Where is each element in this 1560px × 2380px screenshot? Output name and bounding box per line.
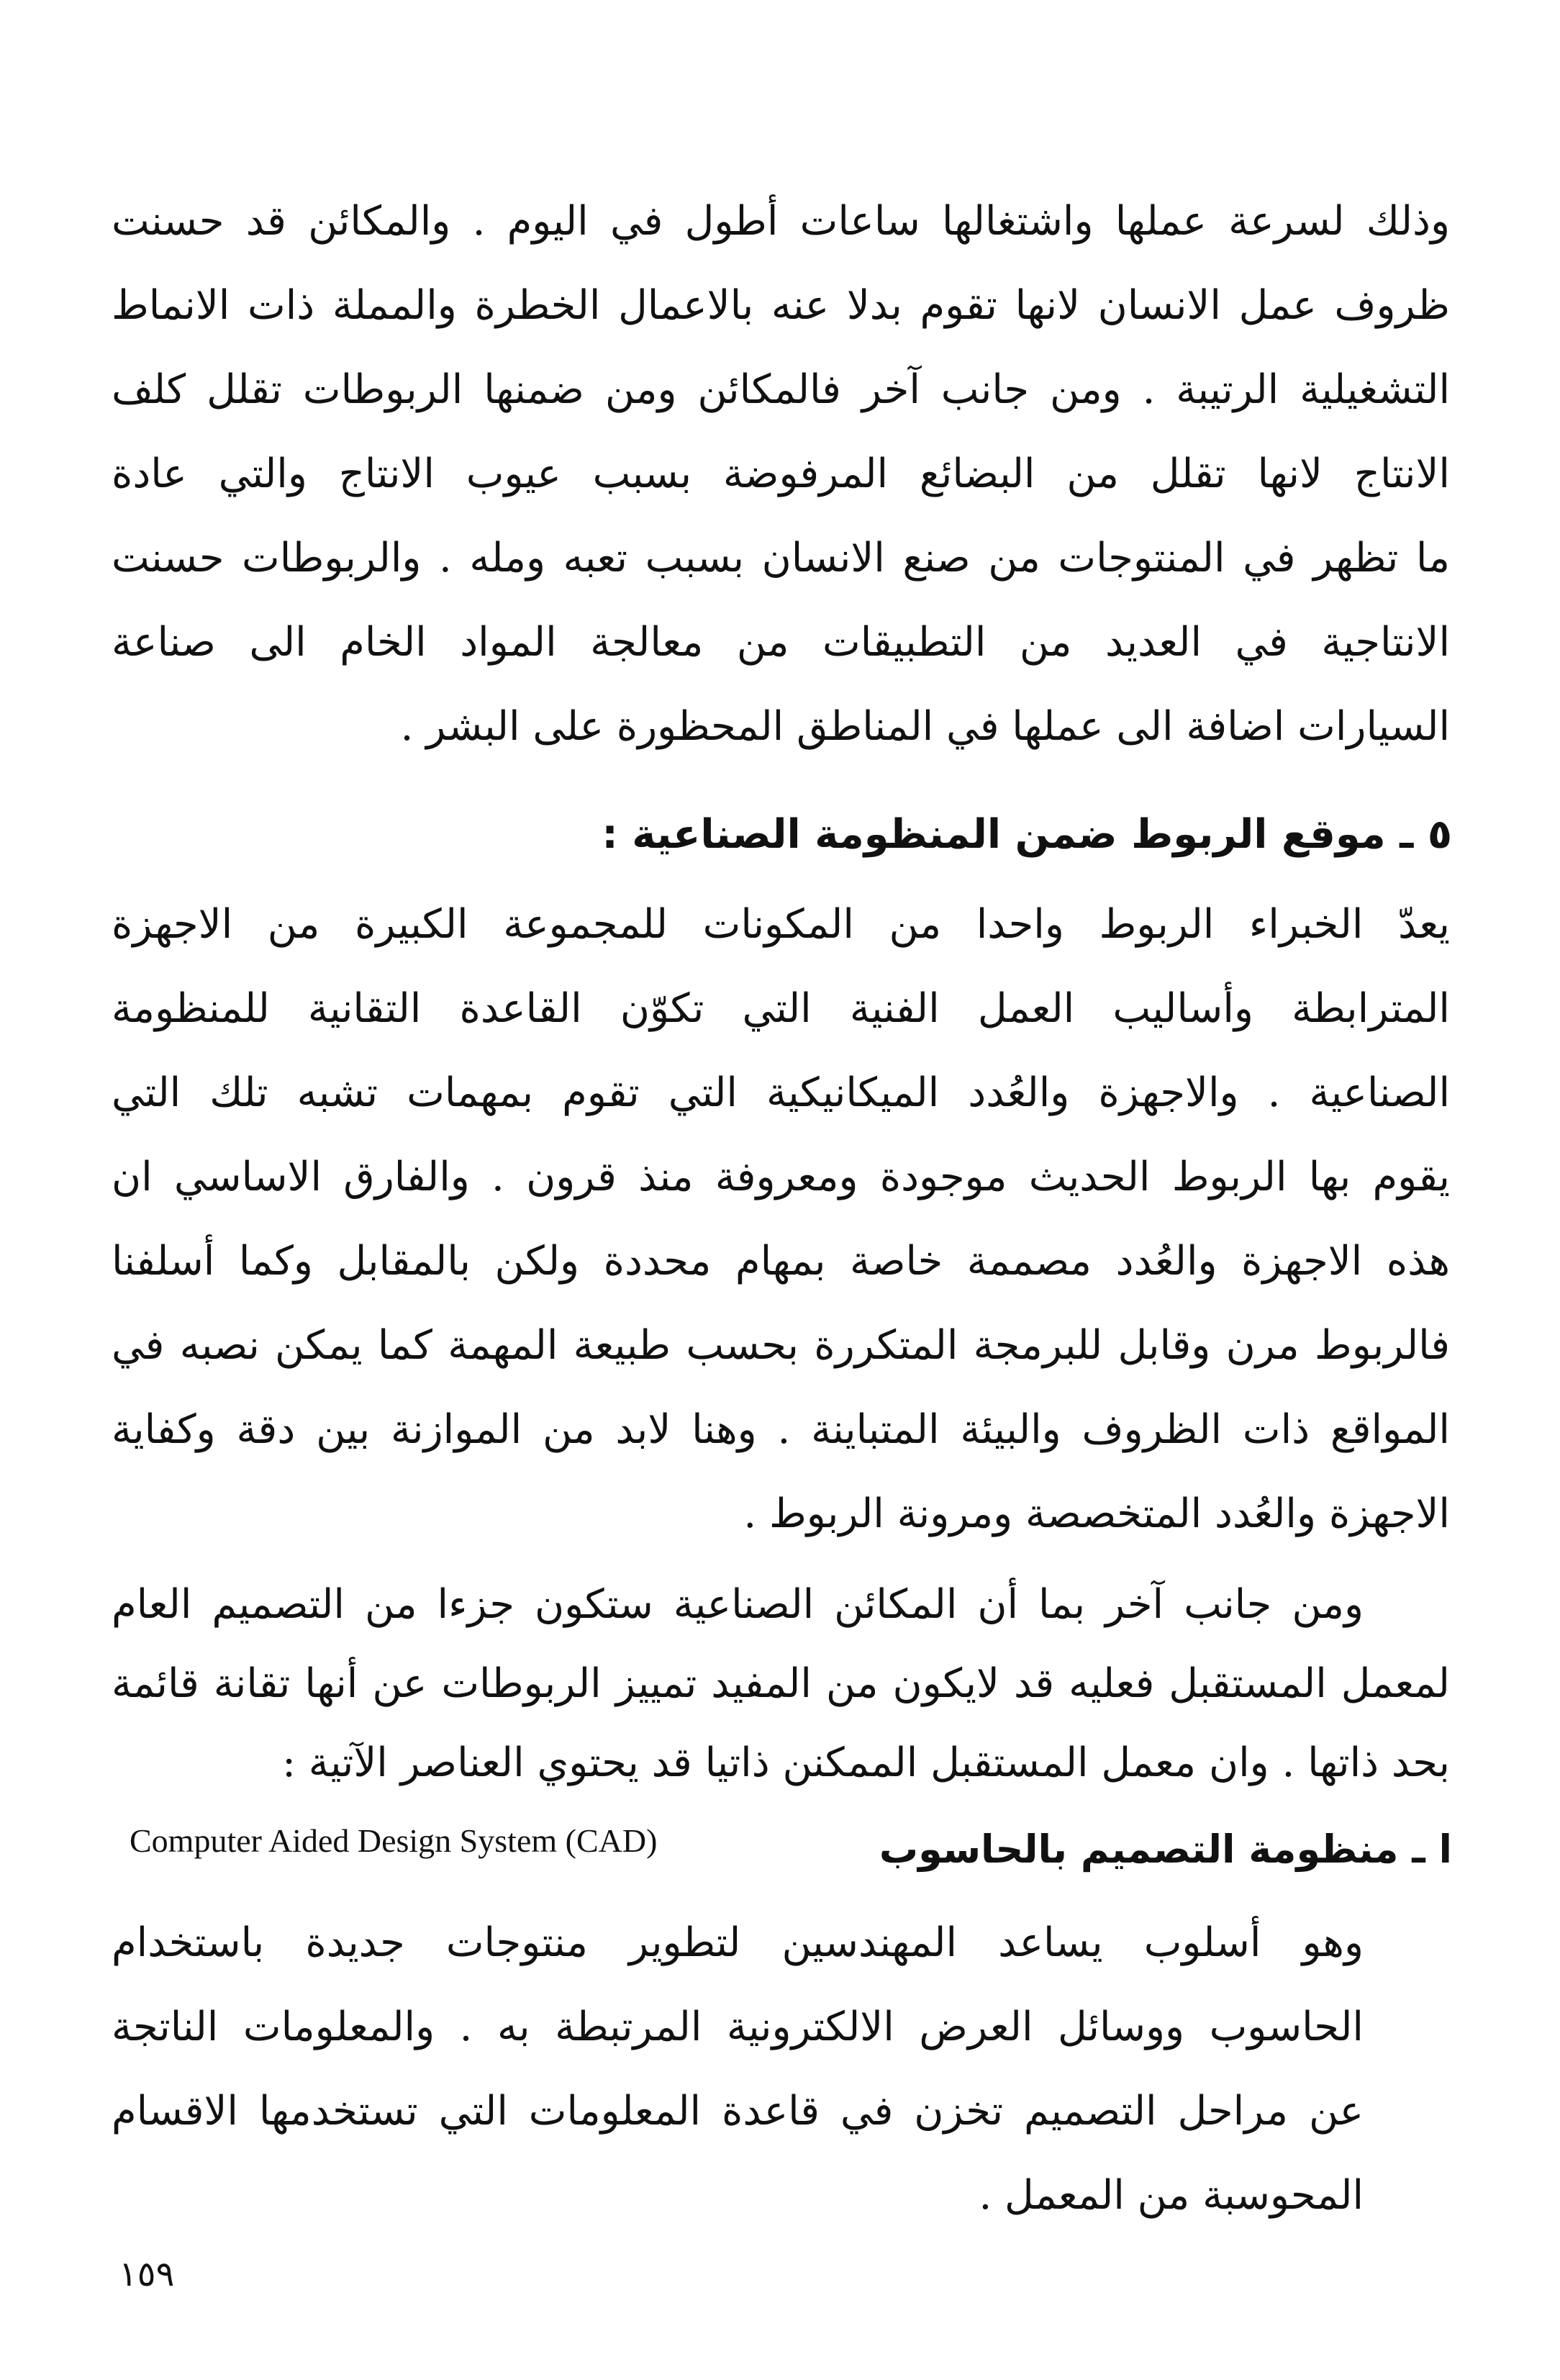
paragraph-1-line-6: الانتاجية في العديد من التطبيقات من معالجة المواد الخام الى صناعة — [112, 619, 1450, 666]
paragraph-1-line-3: التشغيلية الرتيبة . ومن جانب آخر فالمكائن ومن ضمنها الربوطات تقلل كلف — [112, 366, 1450, 413]
paragraph-2-line-6: فالربوط مرن وقابل للبرمجة المتكررة بحسب طبيعة المهمة كما يمكن نصبه في — [112, 1322, 1450, 1369]
subsection-heading: ا ـ منظومة التصميم بالحاسوب — [879, 1827, 1452, 1872]
paragraph-4-line-3: عن مراحل التصميم تخزن في قاعدة المعلومات التي تستخدمها الاقسام — [112, 2088, 1364, 2135]
paragraph-2-line-7: المواقع ذات الظروف والبيئة المتباينة . وهنا لابد من الموازنة بين دقة وكفاية — [112, 1406, 1450, 1453]
paragraph-2-line-5: هذه الاجهزة والعُدد مصممة خاصة بمهام محددة ولكن بالمقابل وكما أسلفنا — [112, 1238, 1450, 1285]
page-number: ١٥٩ — [119, 2254, 175, 2294]
paragraph-3-line-3: بحد ذاتها . وان معمل المستقبل الممكنن ذاتيا قد يحتوي العناصر الآتية : — [282, 1739, 1450, 1786]
paragraph-2-line-8: الاجهزة والعُدد المتخصصة ومرونة الربوط . — [743, 1490, 1450, 1537]
paragraph-4-line-4: المحوسبة من المعمل . — [979, 2172, 1364, 2219]
paragraph-4-line-2: الحاسوب ووسائل العرض الالكترونية المرتبطة به . والمعلومات الناتجة — [112, 2004, 1364, 2050]
paragraph-1-line-4: الانتاج لانها تقلل من البضائع المرفوضة بسبب عيوب الانتاج والتي عادة — [112, 451, 1450, 497]
paragraph-1-line-2: ظروف عمل الانسان لانها تقوم بدلا عنه بالاعمال الخطرة والمملة ذات الانماط — [112, 282, 1450, 329]
paragraph-2-line-1: يعدّ الخبراء الربوط واحدا من المكونات للمجموعة الكبيرة من الاجهزة — [112, 901, 1450, 948]
paragraph-3-line-1: ومن جانب آخر بما أن المكائن الصناعية ستكون جزءا من التصميم العام — [112, 1581, 1364, 1628]
subsection-english-term: Computer Aided Design System (CAD) — [130, 1822, 658, 1859]
paragraph-2-line-3: الصناعية . والاجهزة والعُدد الميكانيكية التي تقوم بمهمات تشبه تلك التي — [112, 1069, 1450, 1116]
paragraph-3-line-2: لمعمل المستقبل فعليه قد لايكون من المفيد تمييز الربوطات عن أنها تقانة قائمة — [112, 1660, 1450, 1707]
paragraph-1-line-7: السيارات اضافة الى عملها في المناطق المحظورة على البشر . — [400, 703, 1450, 750]
paragraph-1-line-1: وذلك لسرعة عملها واشتغالها ساعات أطول في اليوم . والمكائن قد حسنت — [112, 198, 1450, 245]
section-heading: ٥ ـ موقع الربوط ضمن المنظومة الصناعية : — [602, 811, 1452, 858]
paragraph-2-line-4: يقوم بها الربوط الحديث موجودة ومعروفة منذ قرون . والفارق الاساسي ان — [112, 1154, 1450, 1200]
paragraph-1-line-5: ما تظهر في المنتوجات من صنع الانسان بسبب تعبه ومله . والربوطات حسنت — [112, 535, 1450, 582]
paragraph-4-line-1: وهو أسلوب يساعد المهندسين لتطوير منتوجات جديدة باستخدام — [112, 1919, 1364, 1966]
paragraph-2-line-2: المترابطة وأساليب العمل الفنية التي تكوّن القاعدة التقانية للمنظومة — [112, 985, 1450, 1032]
